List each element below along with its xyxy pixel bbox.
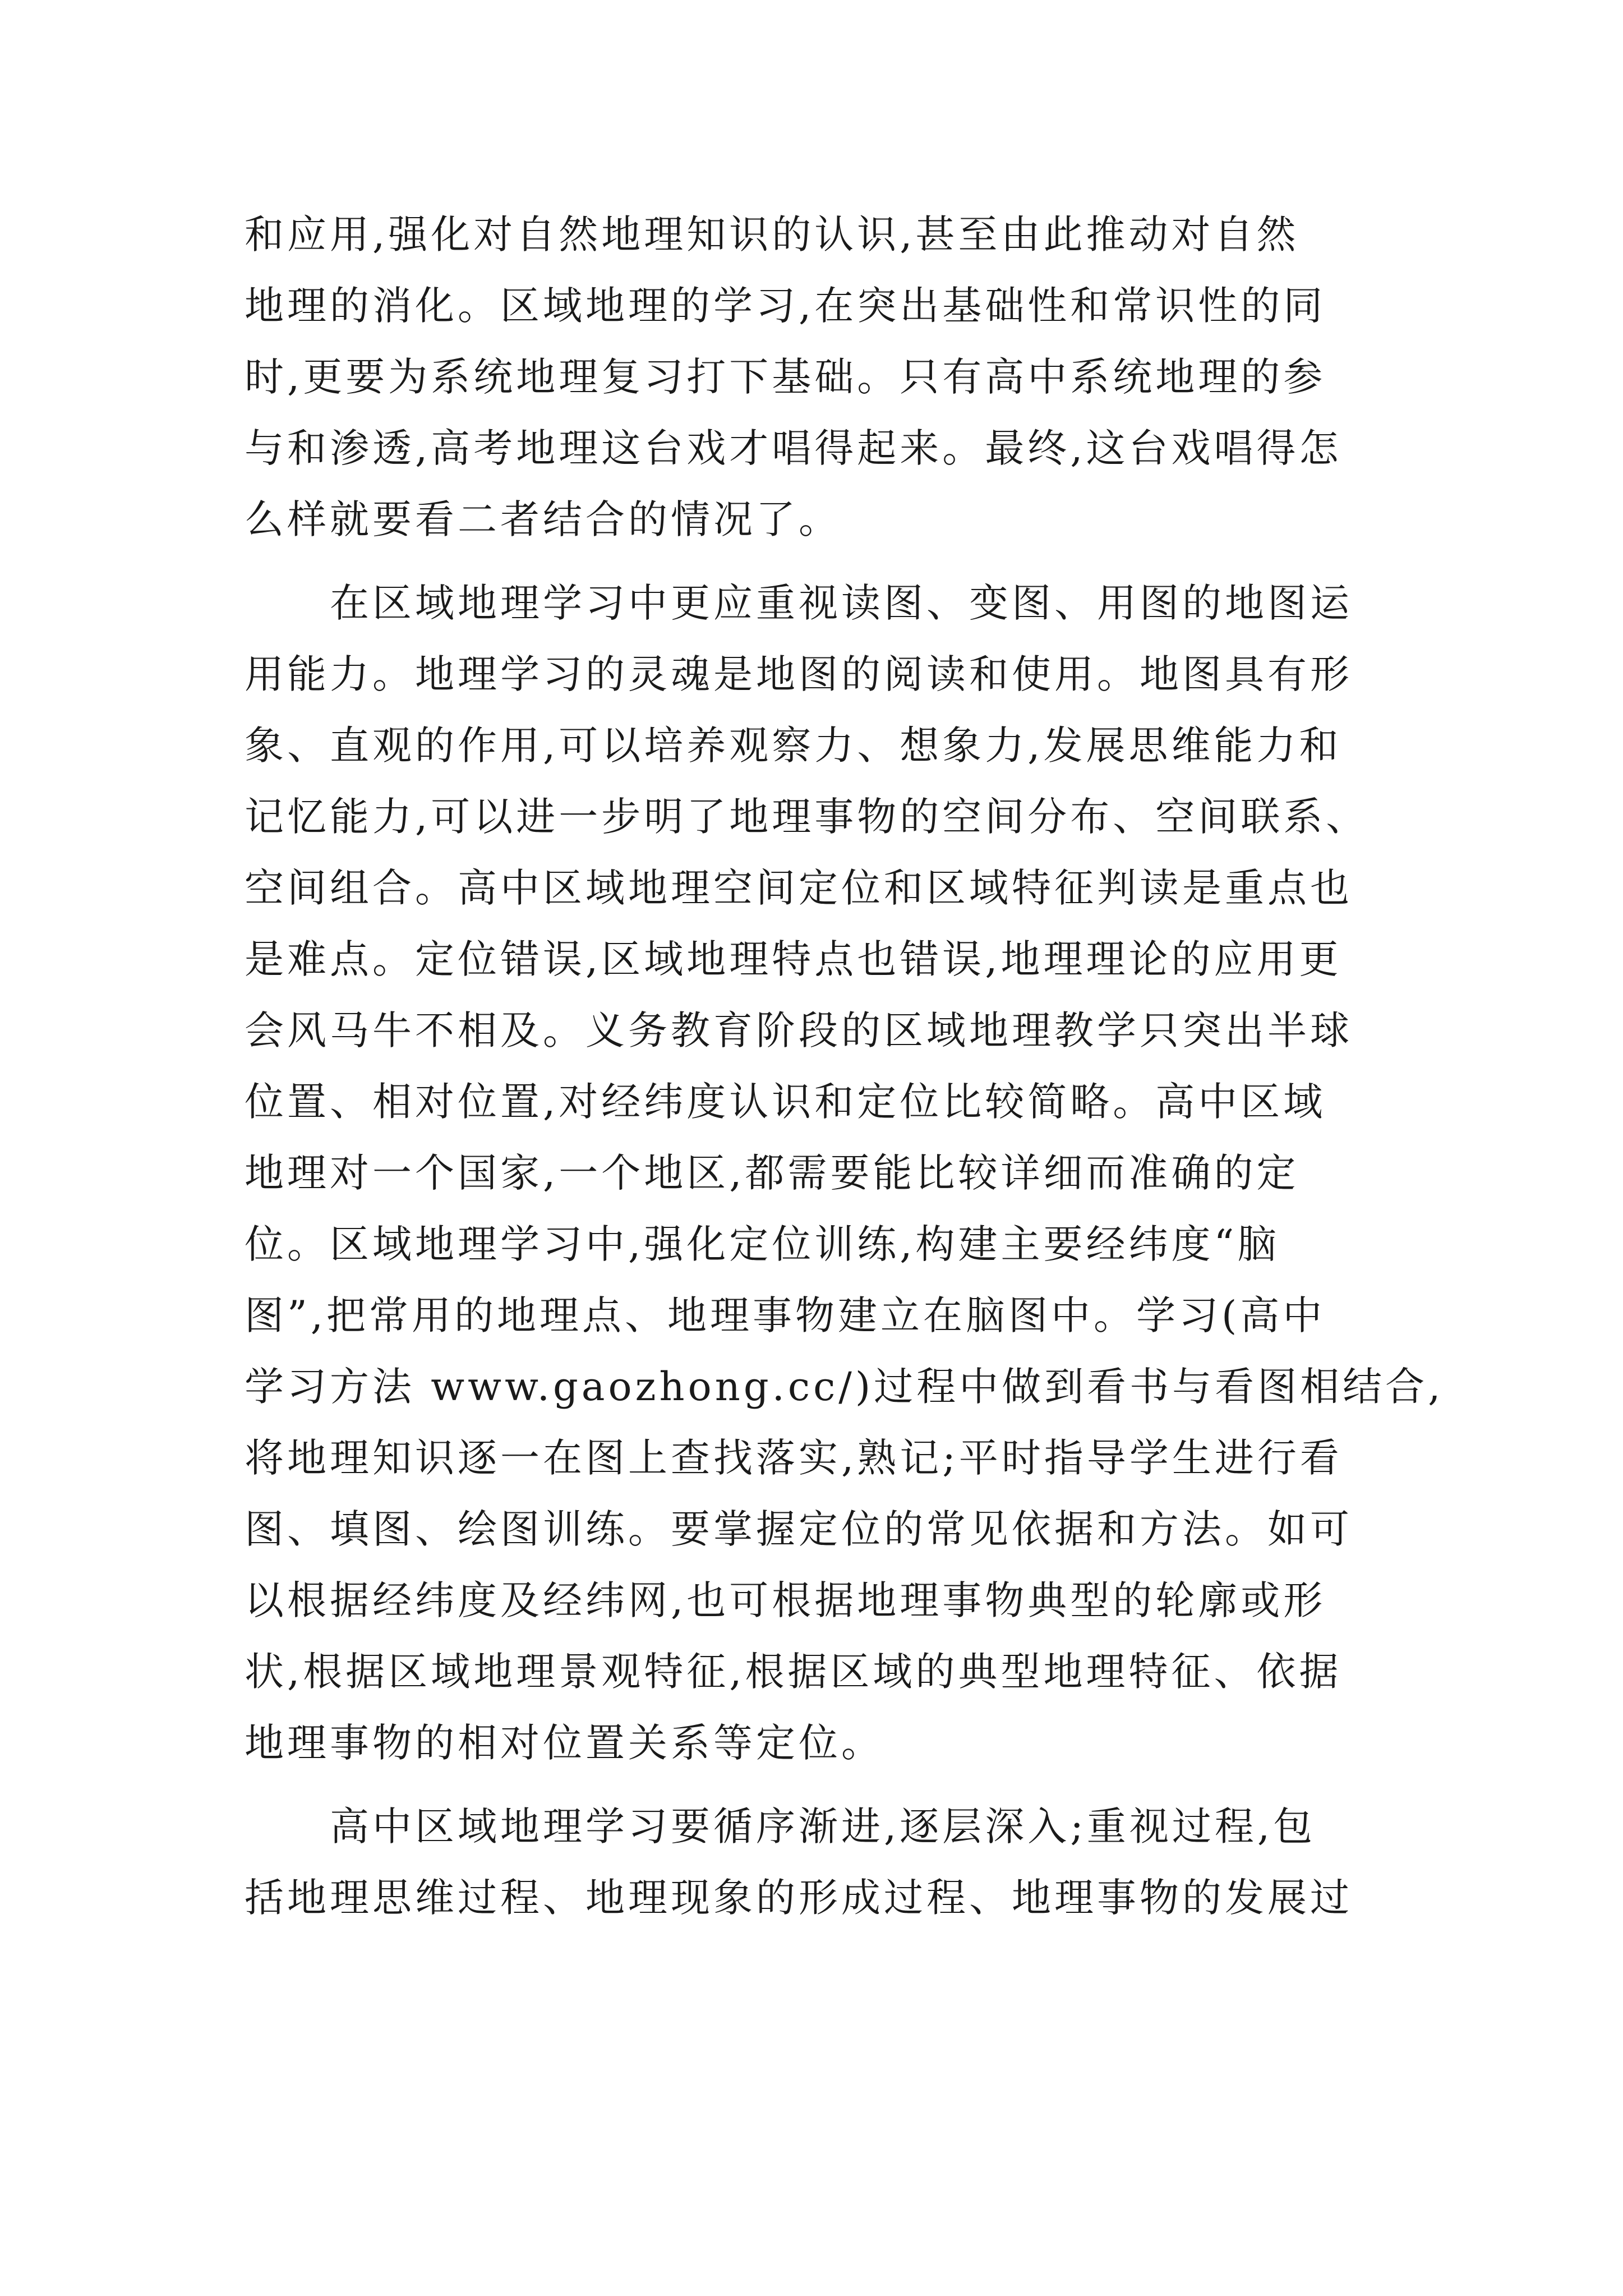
text-line: 地理事物的相对位置关系等定位。	[245, 1720, 884, 1766]
text-line: 空间组合。高中区域地理空间定位和区域特征判读是重点也	[245, 865, 1353, 911]
text-line: 与和渗透,高考地理这台戏才唱得起来。最终,这台戏唱得怎	[245, 425, 1342, 471]
text-line: 位置、相对位置,对经纬度认识和定位比较简略。高中区域	[245, 1079, 1326, 1125]
text-line: 高中区域地理学习要循序渐进,逐层深入;重视过程,包	[245, 1803, 1316, 1849]
text-line: 括地理思维过程、地理现象的形成过程、地理事物的发展过	[245, 1875, 1353, 1921]
paragraph-gap	[245, 1779, 1400, 1791]
text-line: 以根据经纬度及经纬网,也可根据地理事物典型的轮廓或形	[245, 1577, 1326, 1623]
text-line: 地理的消化。区域地理的学习,在突出基础性和常识性的同	[245, 283, 1326, 329]
text-line: 图、填图、绘图训练。要掌握定位的常见依据和方法。如可	[245, 1506, 1353, 1552]
text-line: 地理对一个国家,一个地区,都需要能比较详细而准确的定	[245, 1150, 1299, 1196]
text-line: 位。区域地理学习中,强化定位训练,构建主要经纬度“脑	[245, 1221, 1280, 1267]
text-line: 状,根据区域地理景观特征,根据区域的典型地理特征、依据	[245, 1649, 1342, 1695]
body-text	[245, 199, 1444, 1934]
text-line: 将地理知识逐一在图上查找落实,熟记;平时指导学生进行看	[245, 1435, 1343, 1481]
text-line: 图”,把常用的地理点、地理事物建立在脑图中。学习(高中	[245, 1292, 1326, 1338]
text-line: 用能力。地理学习的灵魂是地图的阅读和使用。地图具有形	[245, 651, 1353, 697]
paragraph-gap	[245, 555, 1400, 568]
text-line: 和应用,强化对自然地理知识的认识,甚至由此推动对自然	[245, 211, 1299, 257]
text-line: 学习方法 www.gaozhong.cc/)过程中做到看书与看图相结合,	[245, 1364, 1444, 1410]
text-line: 是难点。定位错误,区域地理特点也错误,地理理论的应用更	[245, 936, 1342, 982]
text-line: 会风马牛不相及。义务教育阶段的区域地理教学只突出半球	[245, 1007, 1353, 1053]
text-line: 在区域地理学习中更应重视读图、变图、用图的地图运	[245, 580, 1353, 626]
text-line: 象、直观的作用,可以培养观察力、想象力,发展思维能力和	[245, 723, 1342, 769]
text-line: 记忆能力,可以进一步明了地理事物的空间分布、空间联系、	[245, 794, 1369, 840]
text-line: 么样就要看二者结合的情况了。	[245, 496, 841, 542]
text-line: 时,更要为系统地理复习打下基础。只有高中系统地理的参	[245, 354, 1326, 400]
